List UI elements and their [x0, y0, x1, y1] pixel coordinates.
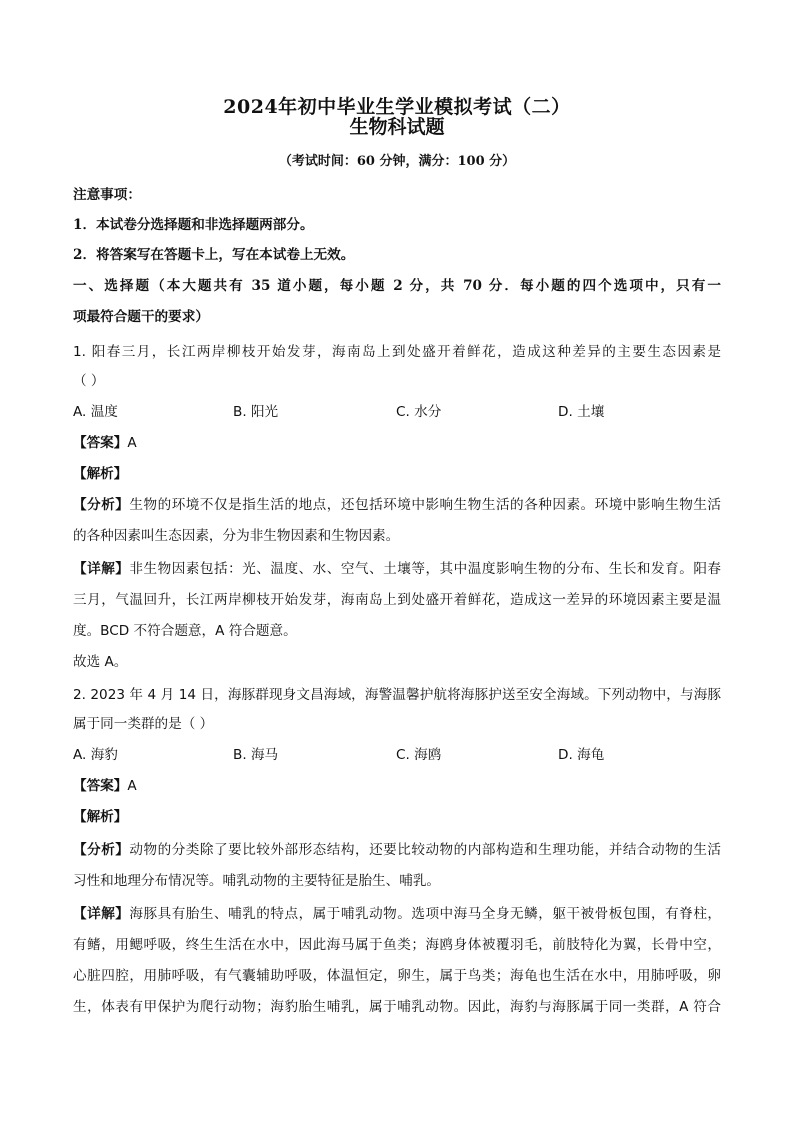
q1-option-b: B. 阳光 — [233, 404, 279, 420]
q1-fenxi-line-2: 的各种因素叫生态因素，分为非生物因素和生物因素。 — [73, 528, 400, 544]
fenxi-tag: 【分析】 — [73, 842, 130, 858]
q1-xiangjie-line-1 — [73, 557, 721, 577]
answer-tag: 【答案】 — [73, 778, 128, 794]
q1-xiangjie-line-2: 三月，气温回升，长江两岸柳枝开始发芽，海南岛上到处盛开着鲜花，造成这一差异的环境因素主要是温 — [73, 592, 721, 608]
analysis-tag: 【解析】 — [73, 809, 128, 825]
xiangjie-tag: 【详解】 — [73, 906, 130, 922]
q2-xiangjie-line-1 — [73, 902, 721, 922]
fenxi-text: 生物的环境不仅是指生活的地点，还包括环境中影响生物生活的各种因素。环境中影响生物生活 — [129, 497, 722, 513]
xiangjie-tag: 【详解】 — [73, 561, 130, 577]
exam-title: 2024年初中毕业生学业模拟考试（二） — [223, 96, 571, 118]
q2-option-d: D. 海龟 — [558, 747, 605, 763]
q1-option-a: A. 温度 — [73, 404, 118, 420]
notes-item-2: 2．将答案写在答题卡上，写在本试卷上无效。 — [73, 247, 355, 263]
answer-value: A — [127, 435, 137, 451]
q2-xiangjie-line-4: 生，体表有甲保护为爬行动物；海豹胎生哺乳，属于哺乳动物。因此，海豹与海豚属于同一类群，A 符合 — [73, 999, 721, 1015]
section-heading-line-1: 一、选择题（本大题共有 35 道小题，每小题 2 分，共 70 分．每小题的四个选项中，只有一 — [73, 278, 721, 294]
notes-heading: 注意事项： — [73, 187, 141, 203]
q2-fenxi-line-2: 习性和地理分布情况等。哺乳动物的主要特征是胎生、哺乳。 — [73, 873, 441, 889]
q2-xiangjie-line-2: 有鳍，用鳃呼吸，终生生活在水中，因此海马属于鱼类；海鸥身体被覆羽毛，前肢特化为翼，长骨中空， — [73, 937, 721, 953]
q2-xiangjie-line-3: 心脏四腔，用肺呼吸，有气囊辅助呼吸，体温恒定，卵生，属于鸟类；海龟也生活在水中，用肺呼吸，卵 — [73, 968, 721, 984]
q1-stem-line-1: 1. 阳春三月，长江两岸柳枝开始发芽，海南岛上到处盛开着鲜花，造成这种差异的主要生态因素是 — [73, 344, 721, 360]
q1-option-d: D. 土壤 — [558, 404, 605, 420]
q2-option-c: C. 海鸥 — [396, 747, 442, 763]
q2-answer — [73, 774, 721, 794]
subject-title: 生物科试题 — [349, 116, 445, 138]
q1-stem-line-2: （ ） — [73, 373, 105, 389]
q1-fenxi-line-1 — [73, 493, 721, 513]
fenxi-text: 动物的分类除了要比较外部形态结构，还要比较动物的内部构造和生理功能，并结合动物的生活 — [129, 842, 722, 858]
q1-option-c: C. 水分 — [396, 404, 442, 420]
q2-option-b: B. 海马 — [233, 747, 279, 763]
q2-option-a: A. 海豹 — [73, 747, 118, 763]
answer-tag: 【答案】 — [73, 435, 128, 451]
xiangjie-text: 海豚具有胎生、哺乳的特点，属于哺乳动物。选项中海马全身无鳞，躯干被骨板包围，有脊柱， — [129, 906, 722, 922]
analysis-tag: 【解析】 — [73, 466, 128, 482]
q1-analysis-tag — [73, 462, 721, 482]
notes-item-1: 1．本试卷分选择题和非选择题两部分。 — [73, 217, 314, 233]
q2-stem-line-2: 属于同一类群的是（ ） — [73, 716, 214, 732]
q1-conclusion: 故选 A。 — [73, 654, 128, 670]
answer-value: A — [127, 778, 137, 794]
fenxi-tag: 【分析】 — [73, 497, 130, 513]
q2-stem-line-1: 2. 2023 年 4 月 14 日，海豚群现身文昌海域，海警温馨护航将海豚护送至安全海域。下列动物中，与海豚 — [73, 687, 721, 703]
xiangjie-text: 非生物因素包括：光、温度、水、空气、土壤等，其中温度影响生物的分布、生长和发育。阳春 — [129, 561, 722, 577]
q1-xiangjie-line-3: 度。BCD 不符合题意，A 符合题意。 — [73, 623, 297, 639]
q2-analysis-tag — [73, 805, 721, 825]
q2-fenxi-line-1 — [73, 838, 721, 858]
section-heading-line-2: 项最符合题干的要求） — [73, 309, 209, 325]
q1-answer — [73, 431, 721, 451]
exam-info: （考试时间：60 分钟，满分：100 分） — [278, 154, 516, 169]
